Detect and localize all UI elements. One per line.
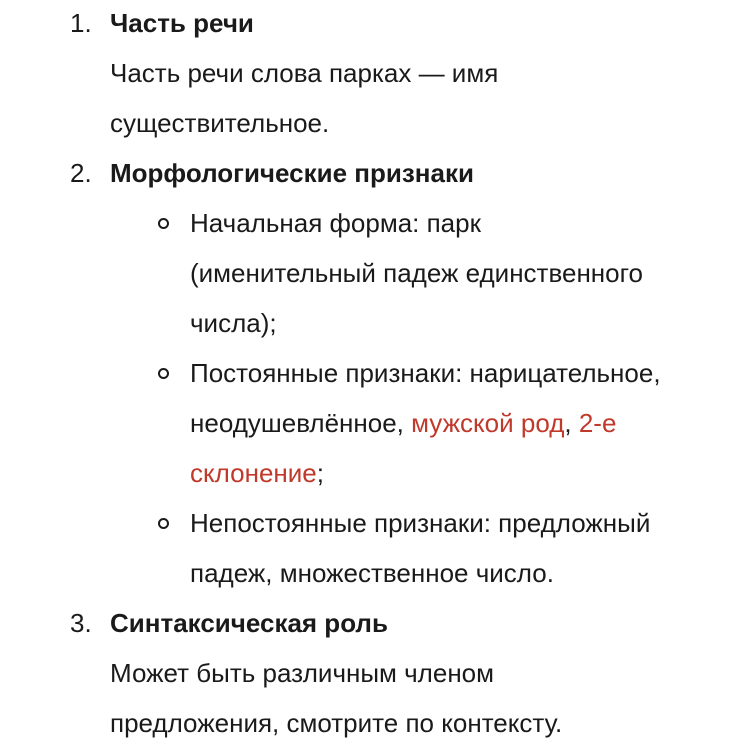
link-masculine-gender[interactable]: мужской род [411,408,565,438]
section-heading: Синтаксическая роль [110,608,388,638]
paragraph-text: Часть речи слова парках — имя [110,58,499,88]
bullet-text: Начальная форма: парк [190,208,481,238]
section-heading: Часть речи [110,8,254,38]
bullet-text: (именительный падеж единственного [190,258,643,288]
bullet-circle-icon [158,368,169,379]
list-number: 1. [70,8,92,38]
link-second-declension[interactable]: склонение [190,458,317,488]
bullet-text: числа); [190,308,277,338]
bullet-text: Непостоянные признаки: предложный [190,508,651,538]
text-fragment: неодушевлённое, [190,408,412,438]
list-number: 3. [70,608,92,638]
bullet-circle-icon [158,518,169,529]
bullet-text-with-links [190,398,616,448]
list-number: 2. [70,158,92,188]
bullet-text: падеж, множественное число. [190,558,554,588]
separator-text: , [564,408,579,438]
bullet-text-with-links [190,448,324,498]
section-heading: Морфологические признаки [110,158,474,188]
bullet-circle-icon [158,218,169,229]
link-second-declension[interactable]: 2-е [578,408,617,438]
bullet-text: Постоянные признаки: нарицательное, [190,358,661,388]
paragraph-text: Может быть различным членом [110,658,495,688]
paragraph-text: существительное. [110,108,330,138]
paragraph-text: предложения, смотрите по контексту. [110,708,563,738]
text-fragment: ; [316,458,324,488]
